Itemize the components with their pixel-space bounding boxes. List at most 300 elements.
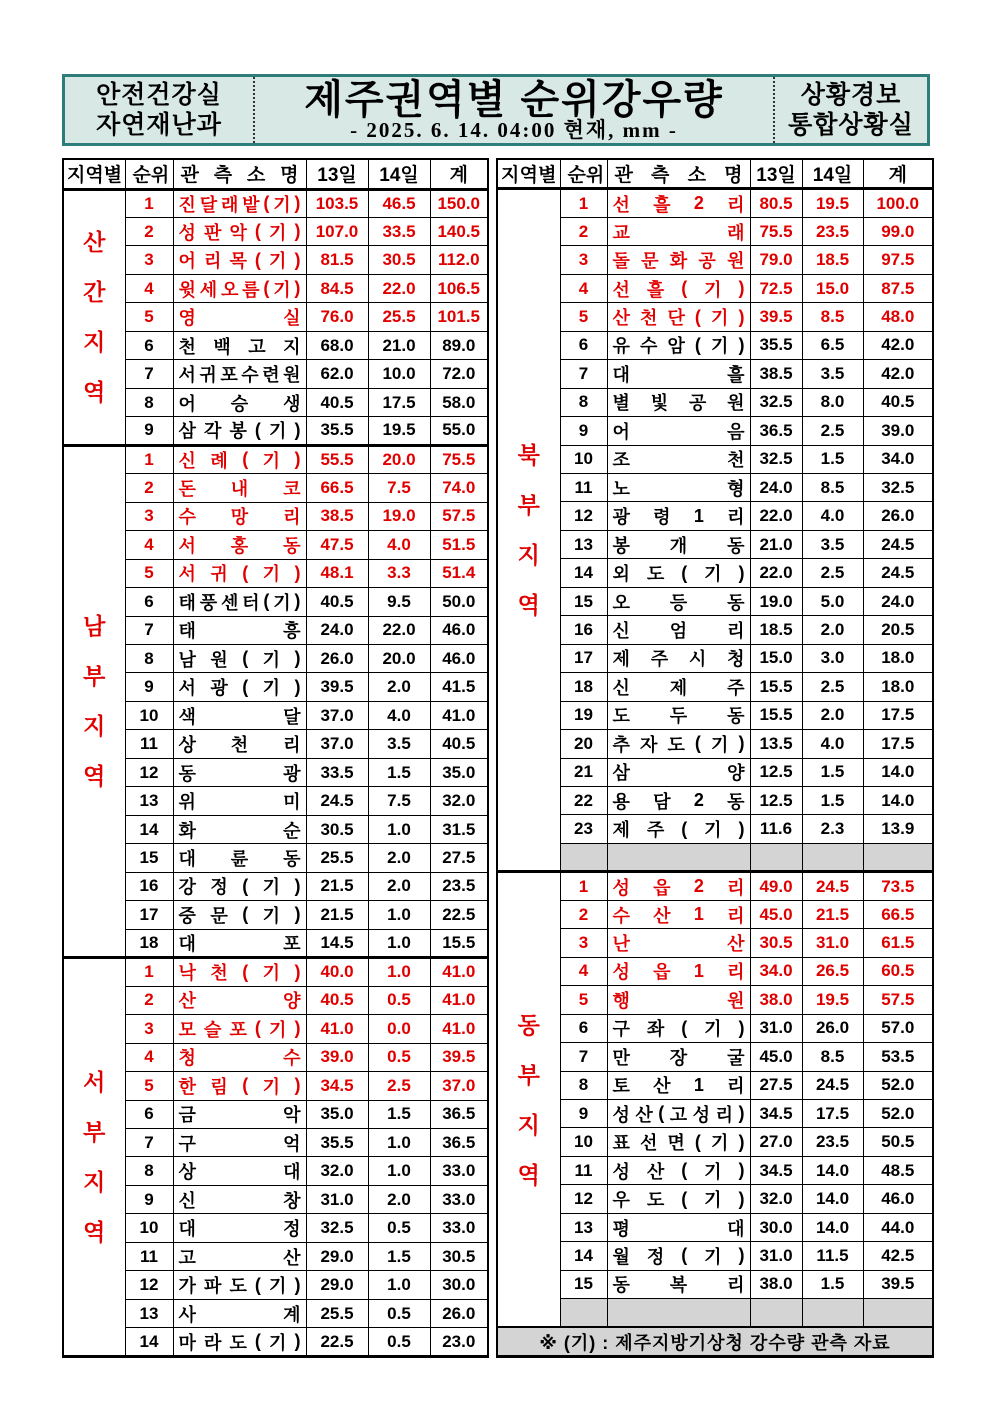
text-char: 정 bbox=[283, 1219, 301, 1240]
day13-value-cell: 25.5 bbox=[306, 1299, 368, 1327]
day14-value-cell: 0.5 bbox=[368, 1299, 430, 1327]
total-value-cell: 50.5 bbox=[863, 1128, 933, 1156]
table-row bbox=[497, 1242, 933, 1270]
distributed-text bbox=[608, 247, 750, 273]
day14-value-cell: 8.5 bbox=[802, 303, 863, 331]
distributed-text bbox=[608, 532, 750, 558]
text-char: 기 bbox=[268, 222, 287, 243]
distributed-text bbox=[174, 845, 306, 871]
rank-cell: 4 bbox=[125, 274, 173, 302]
text-char: 추 bbox=[612, 734, 630, 755]
text-char: 대 bbox=[283, 1162, 301, 1183]
distributed-text bbox=[126, 160, 173, 187]
day14-value-cell: 19.5 bbox=[802, 986, 863, 1014]
station-name-cell bbox=[173, 986, 306, 1014]
station-name-cell bbox=[173, 844, 306, 872]
total-value-cell: 36.5 bbox=[430, 1100, 488, 1128]
text-char: ( bbox=[254, 249, 261, 270]
table-row bbox=[63, 1128, 488, 1156]
table-row bbox=[63, 445, 488, 473]
day14-value-cell: 25.5 bbox=[368, 303, 430, 331]
region-label-char: 부 bbox=[517, 1061, 540, 1088]
rank-cell: 3 bbox=[125, 502, 173, 530]
text-char: 세 bbox=[199, 279, 218, 300]
day14-value-cell: 8.5 bbox=[802, 474, 863, 502]
table-row bbox=[497, 957, 933, 985]
text-char: 천 bbox=[178, 336, 196, 357]
text-char: 명 bbox=[724, 165, 743, 187]
day13-value-cell: 31.0 bbox=[306, 1185, 368, 1213]
text-char: 면 bbox=[667, 1133, 685, 1154]
day14-value-cell: 7.5 bbox=[368, 787, 430, 815]
rank-cell: 6 bbox=[125, 588, 173, 616]
text-char: 미 bbox=[283, 792, 301, 813]
distributed-text bbox=[608, 191, 750, 217]
distributed-text bbox=[608, 389, 750, 415]
rank-cell: 11 bbox=[125, 1242, 173, 1270]
day14-value-cell: 18.5 bbox=[802, 246, 863, 274]
total-value-cell: 32.5 bbox=[863, 474, 933, 502]
rank-cell: 2 bbox=[125, 986, 173, 1014]
station-name-cell bbox=[607, 1270, 750, 1298]
text-char: 광 bbox=[612, 507, 630, 528]
station-name-cell bbox=[607, 246, 750, 274]
day13-value-cell: 34.5 bbox=[306, 1072, 368, 1100]
day13-value-cell: 103.5 bbox=[306, 189, 368, 217]
text-char: 공 bbox=[688, 393, 707, 414]
table-row bbox=[63, 303, 488, 331]
text-char: 기 bbox=[268, 1019, 287, 1040]
day13-value-cell: 38.0 bbox=[750, 1270, 802, 1298]
rank-cell: 7 bbox=[125, 616, 173, 644]
text-char: 리 bbox=[727, 877, 745, 898]
distributed-text bbox=[608, 1243, 750, 1269]
distributed-text bbox=[608, 589, 750, 615]
day13-value-cell: 15.5 bbox=[750, 673, 802, 701]
day13-value-cell: 39.5 bbox=[306, 673, 368, 701]
day14-value-cell: 10.0 bbox=[368, 360, 430, 388]
left-rainfall-table-slot bbox=[62, 158, 489, 1358]
text-char: 원 bbox=[727, 393, 745, 414]
table-row bbox=[497, 758, 933, 786]
day14-value-cell: 23.5 bbox=[802, 217, 863, 245]
text-char: 밭 bbox=[242, 194, 260, 215]
empty-filler-cell bbox=[560, 843, 607, 871]
station-name-cell bbox=[607, 929, 750, 957]
day13-value-cell: 22.5 bbox=[306, 1328, 368, 1357]
day14-column-header: 14일 bbox=[802, 159, 863, 189]
text-char: 코 bbox=[283, 478, 301, 499]
text-char: 용 bbox=[612, 791, 630, 812]
text-char: 유 bbox=[612, 336, 630, 357]
table-row bbox=[63, 1043, 488, 1071]
table-row bbox=[497, 587, 933, 615]
text-char: 흘 bbox=[646, 279, 665, 300]
text-char: ( bbox=[254, 419, 261, 440]
table-row bbox=[497, 1043, 933, 1071]
rank-cell: 3 bbox=[125, 1015, 173, 1043]
rank-cell: 5 bbox=[560, 986, 607, 1014]
station-name-cell bbox=[173, 445, 306, 473]
station-name-cell bbox=[607, 1014, 750, 1042]
text-char: 상 bbox=[178, 1162, 196, 1183]
day14-value-cell: 4.0 bbox=[368, 531, 430, 559]
text-char: ( bbox=[681, 562, 688, 583]
station-name-cell bbox=[607, 474, 750, 502]
text-char: 도 bbox=[612, 706, 630, 727]
distributed-text bbox=[608, 418, 750, 444]
text-char: ) bbox=[738, 334, 745, 355]
station-name-cell bbox=[173, 189, 306, 217]
day14-value-cell: 30.5 bbox=[368, 246, 430, 274]
text-char: 내 bbox=[230, 478, 249, 499]
station-name-cell bbox=[173, 1043, 306, 1071]
empty-filler-cell bbox=[750, 843, 802, 871]
text-char: 기 bbox=[704, 820, 722, 841]
text-char: 동 bbox=[178, 763, 196, 784]
day13-value-cell: 81.5 bbox=[306, 246, 368, 274]
total-value-cell: 75.5 bbox=[430, 445, 488, 473]
day13-value-cell: 33.5 bbox=[306, 758, 368, 786]
text-char: 돌 bbox=[612, 251, 630, 272]
distributed-text bbox=[608, 1101, 750, 1127]
text-char: ( bbox=[694, 334, 701, 355]
station-name-cell bbox=[607, 530, 750, 558]
rank-cell: 5 bbox=[125, 1072, 173, 1100]
day14-value-cell: 11.5 bbox=[802, 1242, 863, 1270]
text-char: 달 bbox=[283, 706, 301, 727]
text-char: 엄 bbox=[669, 621, 688, 641]
text-char: 동 bbox=[727, 791, 745, 812]
text-char: 강 bbox=[178, 877, 196, 898]
table-row bbox=[497, 1156, 933, 1184]
text-char: 관 bbox=[180, 165, 199, 187]
station-name-cell bbox=[173, 474, 306, 502]
rank-cell: 13 bbox=[560, 530, 607, 558]
day14-value-cell: 5.0 bbox=[802, 587, 863, 615]
day14-value-cell: 8.5 bbox=[802, 1043, 863, 1071]
text-char: ( bbox=[242, 1075, 249, 1096]
distributed-text bbox=[608, 1044, 750, 1070]
text-char: 중 bbox=[178, 905, 196, 926]
rank-column-header bbox=[560, 159, 607, 189]
total-value-cell: 150.0 bbox=[430, 189, 488, 217]
text-char: 천 bbox=[639, 308, 658, 329]
table-row bbox=[63, 901, 488, 929]
distributed-text bbox=[561, 160, 607, 187]
table-row bbox=[63, 872, 488, 900]
day14-value-cell: 14.0 bbox=[802, 1185, 863, 1213]
text-char: 포 bbox=[229, 1019, 247, 1040]
text-char: 서 bbox=[178, 678, 196, 699]
distributed-text bbox=[174, 160, 306, 187]
rank-cell: 21 bbox=[560, 758, 607, 786]
text-char: 동 bbox=[727, 535, 745, 556]
text-char: 륜 bbox=[230, 849, 249, 870]
text-char: ( bbox=[681, 278, 688, 299]
day13-value-cell: 14.5 bbox=[306, 929, 368, 957]
distributed-text bbox=[498, 160, 560, 187]
empty-filler-cell bbox=[750, 1299, 802, 1327]
text-char: 악 bbox=[229, 222, 247, 243]
day13-value-cell: 79.0 bbox=[750, 246, 802, 274]
rank-cell: 19 bbox=[560, 701, 607, 729]
total-value-cell: 97.5 bbox=[863, 246, 933, 274]
station-name-cell bbox=[173, 1157, 306, 1185]
rank-cell: 9 bbox=[125, 417, 173, 445]
text-char: 외 bbox=[612, 564, 630, 585]
text-char: ( bbox=[681, 1160, 688, 1181]
text-char: ( bbox=[242, 676, 249, 697]
station-name-cell bbox=[173, 1271, 306, 1299]
text-char: 판 bbox=[203, 222, 222, 243]
rank-cell: 6 bbox=[560, 331, 607, 359]
text-char: 동 bbox=[283, 535, 301, 556]
day14-value-cell: 2.5 bbox=[802, 673, 863, 701]
table-row bbox=[497, 474, 933, 502]
distributed-text bbox=[174, 191, 306, 217]
rank-cell: 9 bbox=[560, 1099, 607, 1127]
day14-value-cell: 21.0 bbox=[368, 331, 430, 359]
day13-value-cell: 30.0 bbox=[750, 1213, 802, 1241]
distributed-text bbox=[608, 1186, 750, 1212]
empty-filler-row bbox=[497, 843, 933, 871]
day14-value-cell: 0.5 bbox=[368, 1328, 430, 1357]
station-name-cell bbox=[173, 1242, 306, 1270]
region-cell bbox=[63, 445, 125, 957]
text-char: ( bbox=[694, 1131, 701, 1152]
table-row bbox=[497, 986, 933, 1014]
text-char: ) bbox=[294, 249, 301, 270]
day13-value-cell: 22.0 bbox=[750, 502, 802, 530]
text-char: 읍 bbox=[653, 877, 671, 898]
distributed-text bbox=[608, 1215, 750, 1241]
day13-value-cell: 38.0 bbox=[750, 986, 802, 1014]
region-cell bbox=[497, 872, 560, 1327]
day13-value-cell: 22.0 bbox=[750, 559, 802, 587]
distributed-text bbox=[608, 731, 750, 757]
region-label-char: 서 bbox=[83, 1069, 106, 1096]
day13-value-cell: 15.0 bbox=[750, 644, 802, 672]
text-char: 돈 bbox=[178, 478, 196, 499]
text-char: 귀 bbox=[210, 564, 228, 585]
rank-cell: 14 bbox=[560, 1242, 607, 1270]
day14-value-cell: 14.0 bbox=[802, 1156, 863, 1184]
total-value-cell: 53.5 bbox=[863, 1043, 933, 1071]
region-cell bbox=[63, 189, 125, 445]
distributed-text bbox=[608, 219, 750, 245]
station-name-cell bbox=[607, 388, 750, 416]
text-char: 역 bbox=[85, 165, 104, 187]
day14-value-cell: 0.5 bbox=[368, 1214, 430, 1242]
station-name-cell bbox=[607, 730, 750, 758]
text-char: 2 bbox=[693, 790, 704, 811]
text-char: 장 bbox=[669, 1047, 688, 1068]
text-char: 순 bbox=[567, 165, 586, 187]
station-name-cell bbox=[607, 701, 750, 729]
day14-value-cell: 1.5 bbox=[802, 758, 863, 786]
text-char: ( bbox=[254, 1331, 261, 1352]
text-char: 실 bbox=[283, 308, 301, 329]
table-row bbox=[497, 673, 933, 701]
station-name-cell bbox=[173, 217, 306, 245]
day14-value-cell: 1.5 bbox=[802, 787, 863, 815]
region-label-char: 남 bbox=[83, 613, 106, 640]
text-char: 산 bbox=[612, 308, 630, 329]
text-char: 례 bbox=[210, 450, 228, 471]
station-name-cell bbox=[607, 1185, 750, 1213]
region-cell bbox=[497, 189, 560, 872]
rank-cell: 1 bbox=[125, 445, 173, 473]
table-row bbox=[63, 1271, 488, 1299]
total-value-cell: 32.0 bbox=[430, 787, 488, 815]
text-char: ) bbox=[294, 449, 301, 470]
text-char: 2 bbox=[693, 876, 704, 897]
text-char: 서 bbox=[178, 564, 196, 585]
total-value-cell: 24.5 bbox=[863, 559, 933, 587]
text-char: 남 bbox=[178, 649, 196, 670]
text-char: ) bbox=[294, 676, 301, 697]
text-char: 리 bbox=[283, 735, 301, 756]
text-char: ) bbox=[294, 562, 301, 583]
text-char: 서 bbox=[178, 365, 196, 386]
station-name-cell bbox=[173, 388, 306, 416]
distributed-text bbox=[64, 160, 125, 187]
table-row bbox=[63, 844, 488, 872]
day14-value-cell: 23.5 bbox=[802, 1128, 863, 1156]
day14-value-cell: 4.0 bbox=[368, 701, 430, 729]
text-char: 기 bbox=[268, 1332, 287, 1353]
total-value-cell: 17.5 bbox=[863, 701, 933, 729]
rank-cell: 4 bbox=[560, 957, 607, 985]
day13-value-cell: 40.0 bbox=[306, 958, 368, 986]
day13-value-cell: 12.5 bbox=[750, 787, 802, 815]
rank-cell: 5 bbox=[125, 559, 173, 587]
empty-filler-cell bbox=[607, 1299, 750, 1327]
text-char: 리 bbox=[727, 1076, 745, 1097]
text-char: 기 bbox=[273, 194, 291, 215]
rank-cell: 2 bbox=[560, 217, 607, 245]
station-name-cell bbox=[607, 445, 750, 473]
day13-value-cell: 34.5 bbox=[750, 1156, 802, 1184]
total-value-cell: 26.0 bbox=[863, 502, 933, 530]
total-value-cell: 33.0 bbox=[430, 1214, 488, 1242]
rank-cell: 6 bbox=[125, 1100, 173, 1128]
text-char: 오 bbox=[220, 279, 239, 300]
text-char: 기 bbox=[262, 450, 281, 471]
rank-cell: 7 bbox=[125, 1128, 173, 1156]
day13-value-cell: 15.5 bbox=[750, 701, 802, 729]
table-row bbox=[497, 303, 933, 331]
text-char: 기 bbox=[704, 1246, 722, 1267]
text-char: 양 bbox=[727, 763, 745, 784]
text-char: 별 bbox=[538, 165, 557, 187]
distributed-text bbox=[608, 702, 750, 728]
text-char: 순 bbox=[283, 820, 301, 841]
total-value-cell: 57.5 bbox=[430, 502, 488, 530]
total-value-cell: 41.0 bbox=[430, 958, 488, 986]
total-value-cell: 40.5 bbox=[863, 388, 933, 416]
text-char: 색 bbox=[178, 706, 196, 727]
text-char: 월 bbox=[612, 1246, 630, 1267]
day13-value-cell: 32.0 bbox=[306, 1157, 368, 1185]
station-name-cell bbox=[607, 815, 750, 843]
total-value-cell: 34.0 bbox=[863, 445, 933, 473]
table-row bbox=[63, 531, 488, 559]
text-char: 포 bbox=[220, 365, 238, 386]
text-char: 리 bbox=[203, 251, 222, 272]
text-char: 복 bbox=[669, 1275, 688, 1296]
table-row bbox=[63, 502, 488, 530]
text-char: 령 bbox=[653, 507, 671, 528]
text-char: 성 bbox=[178, 222, 196, 243]
station-name-cell bbox=[607, 644, 750, 672]
text-char: 제 bbox=[612, 649, 630, 670]
distributed-text bbox=[174, 1215, 306, 1241]
day14-value-cell: 15.0 bbox=[802, 274, 863, 302]
text-char: 금 bbox=[178, 1105, 196, 1126]
day14-value-cell: 0.5 bbox=[368, 986, 430, 1014]
text-char: 도 bbox=[229, 1276, 247, 1297]
text-char: 기 bbox=[704, 1161, 722, 1182]
distributed-text bbox=[174, 646, 306, 672]
rank-cell: 12 bbox=[125, 758, 173, 786]
text-char: ( bbox=[263, 591, 270, 612]
day14-value-cell: 22.0 bbox=[368, 616, 430, 644]
text-char: 자 bbox=[639, 734, 658, 755]
text-char: 좌 bbox=[646, 1019, 665, 1040]
text-char: ) bbox=[294, 221, 301, 242]
distributed-text bbox=[608, 304, 750, 330]
distributed-text bbox=[608, 816, 750, 842]
station-name-cell bbox=[173, 588, 306, 616]
text-char: ) bbox=[738, 818, 745, 839]
distributed-text bbox=[174, 902, 306, 928]
rank-cell: 13 bbox=[125, 787, 173, 815]
table-row bbox=[63, 986, 488, 1014]
distributed-text bbox=[174, 1158, 306, 1184]
table-row bbox=[63, 274, 488, 302]
table-row bbox=[497, 388, 933, 416]
rank-cell: 1 bbox=[560, 872, 607, 900]
text-char: 기 bbox=[262, 564, 281, 585]
text-char: ) bbox=[294, 591, 301, 612]
text-char: 산 bbox=[178, 991, 196, 1012]
day13-value-cell: 26.0 bbox=[306, 645, 368, 673]
text-char: 기 bbox=[268, 251, 287, 272]
rank-cell: 8 bbox=[125, 645, 173, 673]
total-value-cell: 57.5 bbox=[863, 986, 933, 1014]
day13-value-cell: 38.5 bbox=[306, 502, 368, 530]
day14-value-cell: 7.5 bbox=[368, 474, 430, 502]
distributed-text bbox=[608, 874, 750, 900]
page-title: 제주권역별 순위강우량 bbox=[304, 77, 724, 122]
station-name-cell bbox=[607, 217, 750, 245]
text-char: 위 bbox=[585, 165, 605, 187]
text-char: ) bbox=[738, 562, 745, 583]
day14-value-cell: 3.0 bbox=[802, 644, 863, 672]
total-value-cell: 46.0 bbox=[863, 1185, 933, 1213]
text-char: ( bbox=[242, 562, 249, 583]
text-char: 기 bbox=[273, 592, 291, 613]
total-value-cell: 46.0 bbox=[430, 645, 488, 673]
station-name-cell bbox=[173, 673, 306, 701]
day14-value-cell: 46.5 bbox=[368, 189, 430, 217]
distributed-text bbox=[174, 247, 306, 273]
text-char: 수 bbox=[178, 507, 196, 528]
station-name-cell bbox=[173, 502, 306, 530]
total-value-cell: 60.5 bbox=[863, 957, 933, 985]
